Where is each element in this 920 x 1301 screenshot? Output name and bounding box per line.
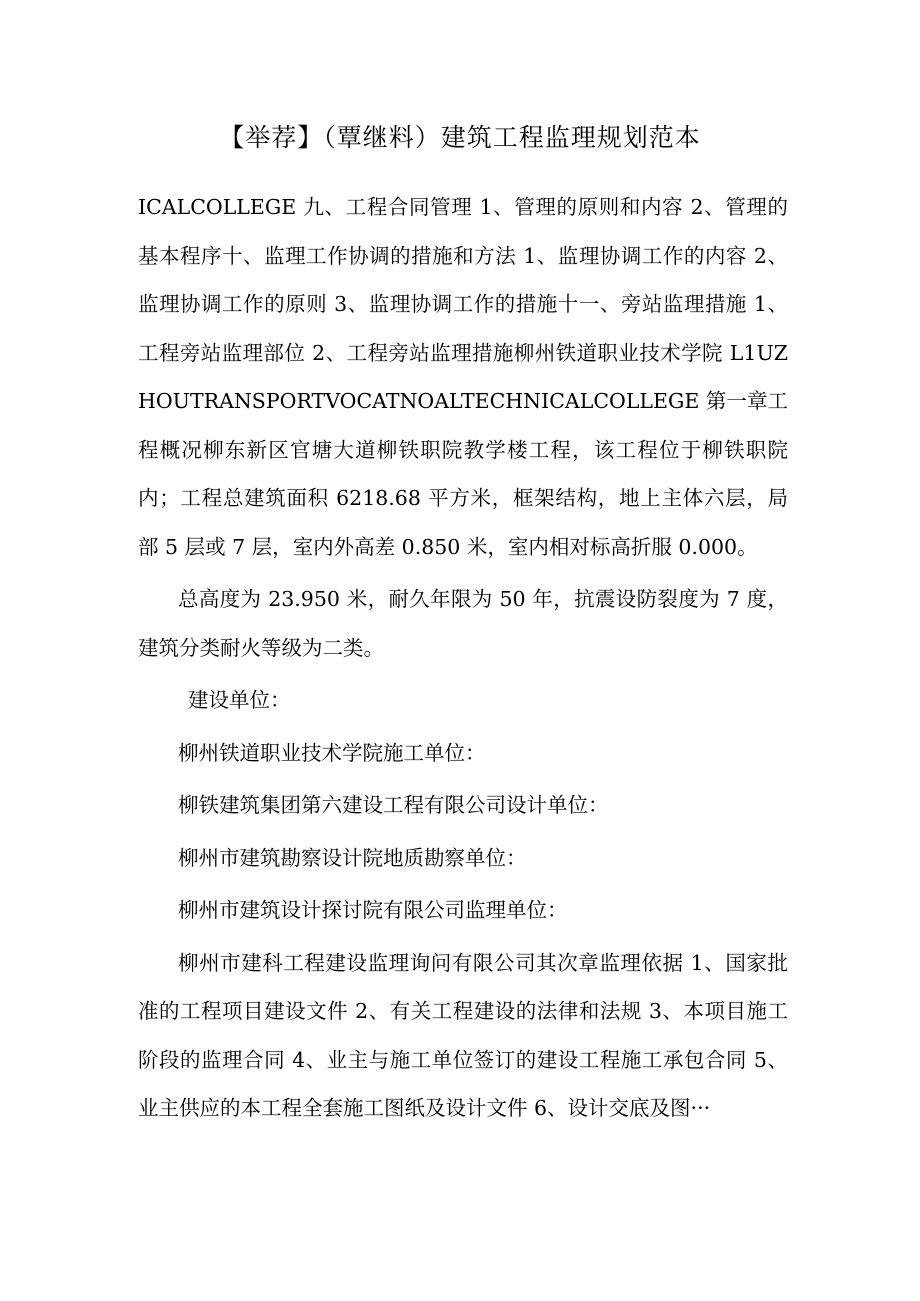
paragraph-supervision-unit: 柳州市建筑设计探讨院有限公司监理单位：	[178, 898, 568, 922]
paragraph-geological-survey-unit: 柳州市建筑勘察设计院地质勘察单位：	[178, 845, 527, 870]
paragraph-building-height: 总高度为 23.950 米，耐久年限为 50 年，抗震设防裂度为 7 度，建筑分类耐火等级为二类。	[138, 587, 788, 660]
document-body	[138, 183, 788, 1133]
document-title: 【举荐】（覃继料）建筑工程监理规划范本	[219, 123, 701, 152]
paragraph-supervision-basis: 柳州市建科工程建设监理询问有限公司其次章监理依据 1、国家批准的工程项目建设文件 2、有关工程建设的法律和法规 3、本项目施工阶段的监理合同 4、业主与施工单位签订的建设工程施工承包合同 5、业主供应的本工程全套施工图纸及设计文件 6、设计交底及图···	[138, 950, 788, 1120]
paragraph-design-unit: 柳铁建筑集团第六建设工程有限公司设计单位：	[178, 793, 609, 817]
paragraph-contents-overview: ICALCOLLEGE 九、工程合同管理 1、管理的原则和内容 2、管理的基本程序十、监理工作协调的措施和方法 1、监理协调工作的内容 2、监理协调工作的原则 3、监理协调工作的措施十一、旁站监理措施 1、工程旁站监理部位 2、工程旁站监理措施柳州铁道职业技术学院 L1UZHOUTRANSPORTVOCATNOALTECHNICALCOLLEGE 第一章工程概况柳东新区官塘大道柳铁职院教学楼工程，该工程位于柳铁职院内；工程总建筑面积 6218.68 平方米，框架结构，地上主体六层，局部 5 层或 7 层，室内外高差 0.850 米，室内相对标高折服 0.000。	[138, 195, 788, 559]
paragraph-construction-owner-label: 建设单位：	[188, 688, 291, 712]
paragraph-construction-unit: 柳州铁道职业技术学院施工单位：	[178, 740, 486, 765]
